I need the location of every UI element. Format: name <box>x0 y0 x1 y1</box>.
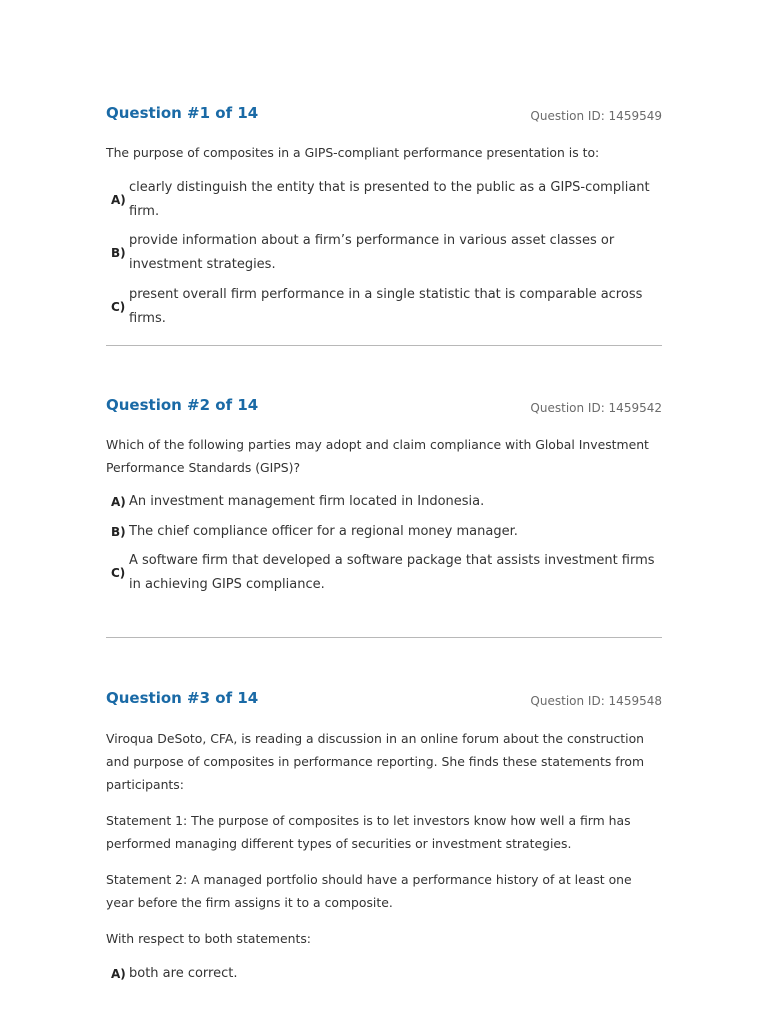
option-letter: A) <box>111 193 126 207</box>
question-divider <box>106 345 662 346</box>
question-text: Which of the following parties may adopt and claim compliance with Global Investment Performance Standards (GIPS)? <box>106 437 649 475</box>
answer-option-c[interactable] <box>106 549 662 597</box>
question-1 <box>106 104 662 331</box>
question-id: Question ID: 1459549 <box>530 109 662 123</box>
option-text: clearly distinguish the entity that is presented to the public as a GIPS-compliant firm. <box>129 180 650 219</box>
option-letter: A) <box>111 494 126 509</box>
question-title: Question #1 of 14 <box>106 104 259 122</box>
question-id: Question ID: 1459542 <box>530 401 662 415</box>
answer-option-b[interactable] <box>106 229 662 277</box>
answer-options <box>106 489 662 597</box>
answer-option-a[interactable] <box>106 176 662 224</box>
option-text: An investment management firm located in Indonesia. <box>129 493 485 509</box>
question-id: Question ID: 1459548 <box>530 694 662 708</box>
question-text: Viroqua DeSoto, CFA, is reading a discussion in an online forum about the construction and purpose of composites in performance reporting. She finds these statements from participants: <box>106 731 645 792</box>
statement-1: Statement 1: The purpose of composites is to let investors know how well a firm has performed managing different types of securities or investment strategies. <box>106 813 631 851</box>
answer-options <box>106 962 662 986</box>
question-header <box>106 104 662 132</box>
question-header <box>106 396 662 424</box>
option-letter: A) <box>111 967 126 981</box>
question-text: The purpose of composites in a GIPS-compliant performance presentation is to: <box>106 145 600 160</box>
option-letter: C) <box>111 300 126 314</box>
answer-option-a[interactable] <box>106 962 662 986</box>
option-letter: C) <box>111 566 126 580</box>
option-text: The chief compliance officer for a regional money manager. <box>129 523 518 539</box>
question-title: Question #3 of 14 <box>106 689 259 707</box>
answer-option-b[interactable] <box>106 519 662 544</box>
option-letter: B) <box>111 524 126 539</box>
question-header <box>106 689 662 717</box>
option-text: present overall firm performance in a single statistic that is comparable across firms. <box>129 287 643 326</box>
option-text: both are correct. <box>129 966 238 981</box>
question-divider <box>106 637 662 638</box>
option-text: provide information about a firm’s performance in various asset classes or investment strategies. <box>129 233 615 272</box>
question-2 <box>106 396 662 597</box>
statement-2: Statement 2: A managed portfolio should have a performance history of at least one year before the firm assigns it to a composite. <box>106 872 632 910</box>
answer-options <box>106 176 662 331</box>
option-text: A software firm that developed a software package that assists investment firms in achieving GIPS compliance. <box>129 553 655 592</box>
answer-option-c[interactable] <box>106 283 662 331</box>
answer-option-a[interactable] <box>106 489 662 514</box>
question-3 <box>106 689 662 986</box>
question-title: Question #2 of 14 <box>106 396 259 414</box>
question-prompt: With respect to both statements: <box>106 931 311 946</box>
option-letter: B) <box>111 246 126 260</box>
